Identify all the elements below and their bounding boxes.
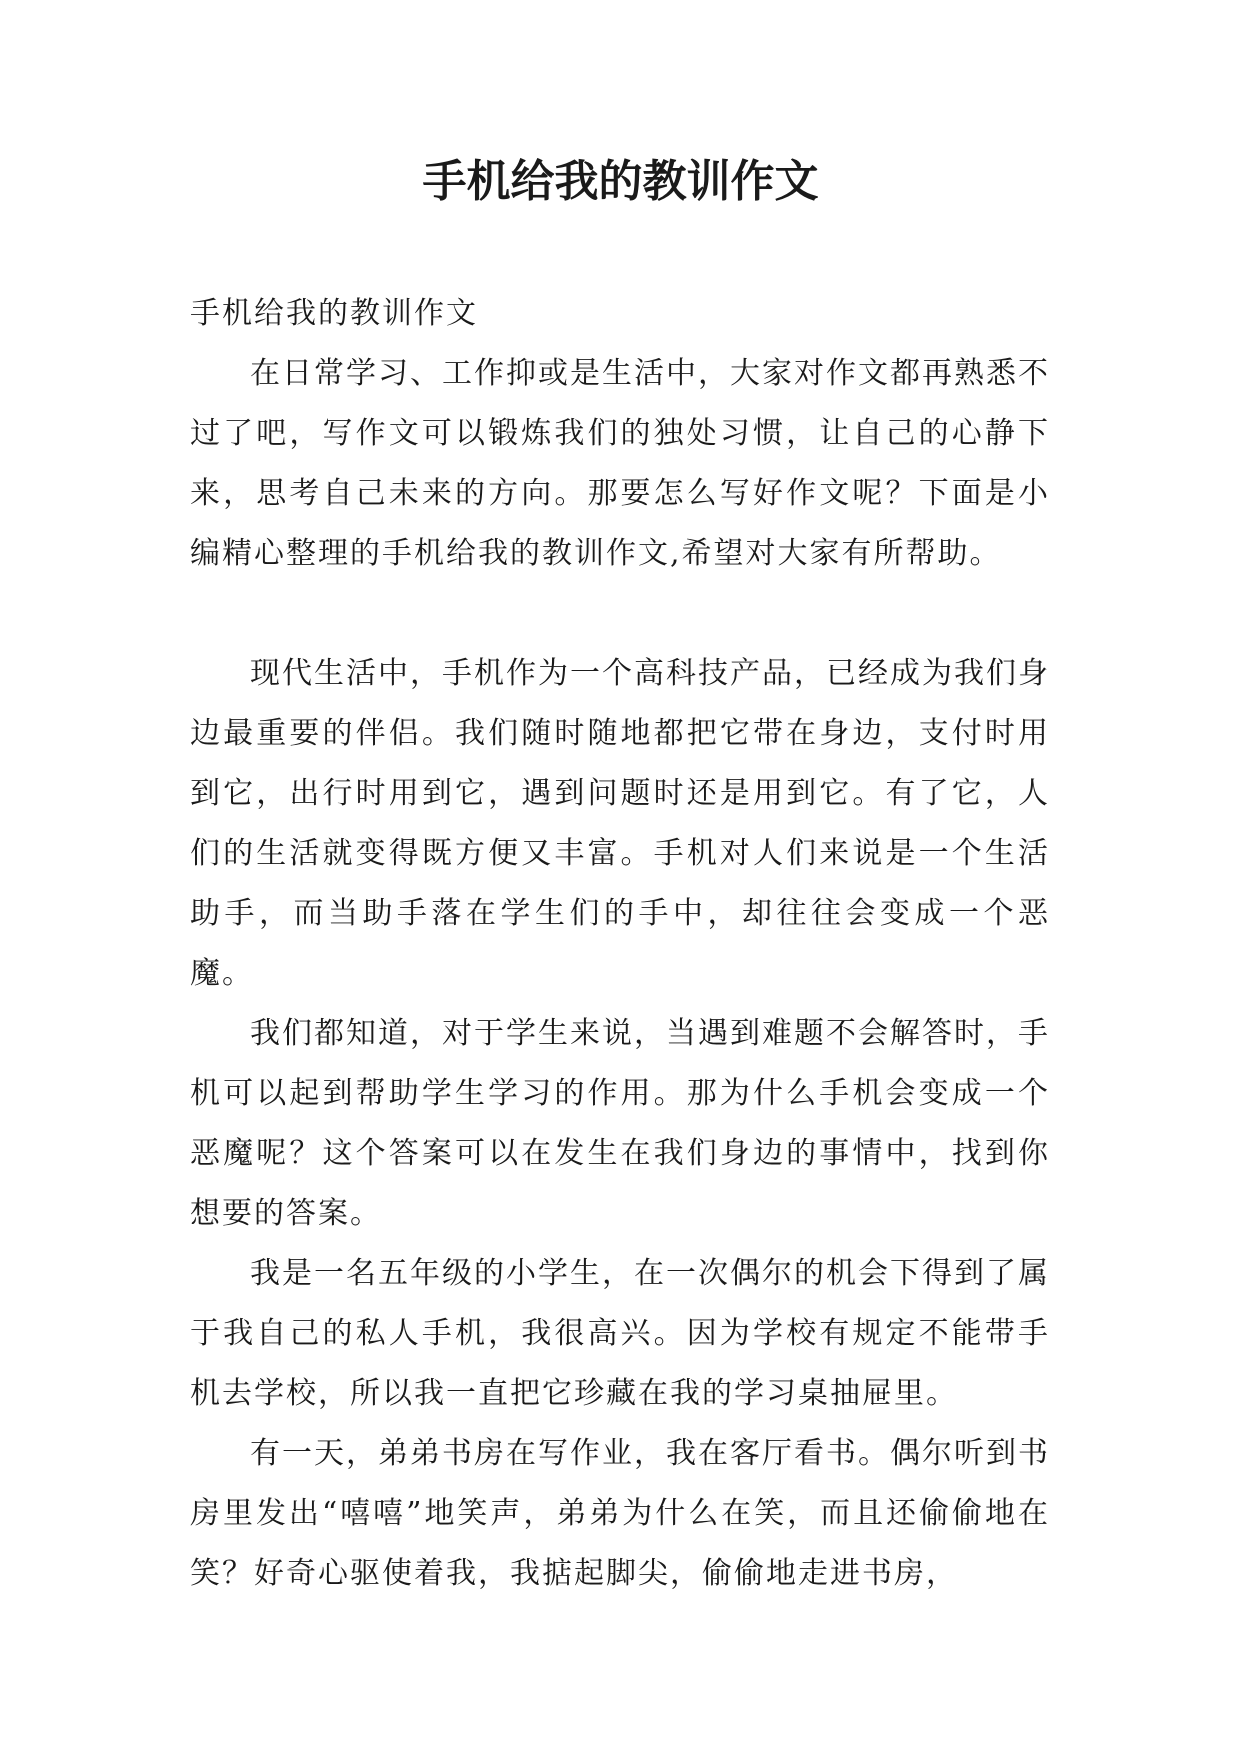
paragraph-intro: 在日常学习、工作抑或是生活中，大家对作文都再熟悉不过了吧，写作文可以锻炼我们的独处习惯，让自己的心静下来，思考自己未来的方向。那要怎么写好作文呢？下面是小编精心整理的手机给我的教训作文,希望对大家有所帮助。 [190, 356, 1050, 571]
document-title: 手机给我的教训作文 [422, 156, 819, 207]
paragraph: 有一天，弟弟书房在写作业，我在客厅看书。偶尔听到书房里发出“嘻嘻”地笑声，弟弟为什么在笑，而且还偷偷地在笑？好奇心驱使着我，我掂起脚尖，偷偷地走进书房， [190, 1436, 1050, 1591]
paragraph: 现代生活中，手机作为一个高科技产品，已经成为我们身边最重要的伴侣。我们随时随地都把它带在身边，支付时用到它，出行时用到它，遇到问题时还是用到它。有了它，人们的生活就变得既方便又丰富。手机对人们来说是一个生活助手，而当助手落在学生们的手中，却往往会变成一个恶魔。 [190, 656, 1050, 991]
document-subtitle: 手机给我的教训作文 [190, 296, 478, 331]
paragraph: 我们都知道，对于学生来说，当遇到难题不会解答时，手机可以起到帮助学生学习的作用。那为什么手机会变成一个恶魔呢？这个答案可以在发生在我们身边的事情中，找到你想要的答案。 [190, 1016, 1050, 1231]
document-body [190, 284, 1050, 1604]
paragraph-spacer [190, 584, 1050, 644]
paragraph: 我是一名五年级的小学生，在一次偶尔的机会下得到了属于我自己的私人手机，我很高兴。因为学校有规定不能带手机去学校，所以我一直把它珍藏在我的学习桌抽屉里。 [190, 1256, 1050, 1411]
